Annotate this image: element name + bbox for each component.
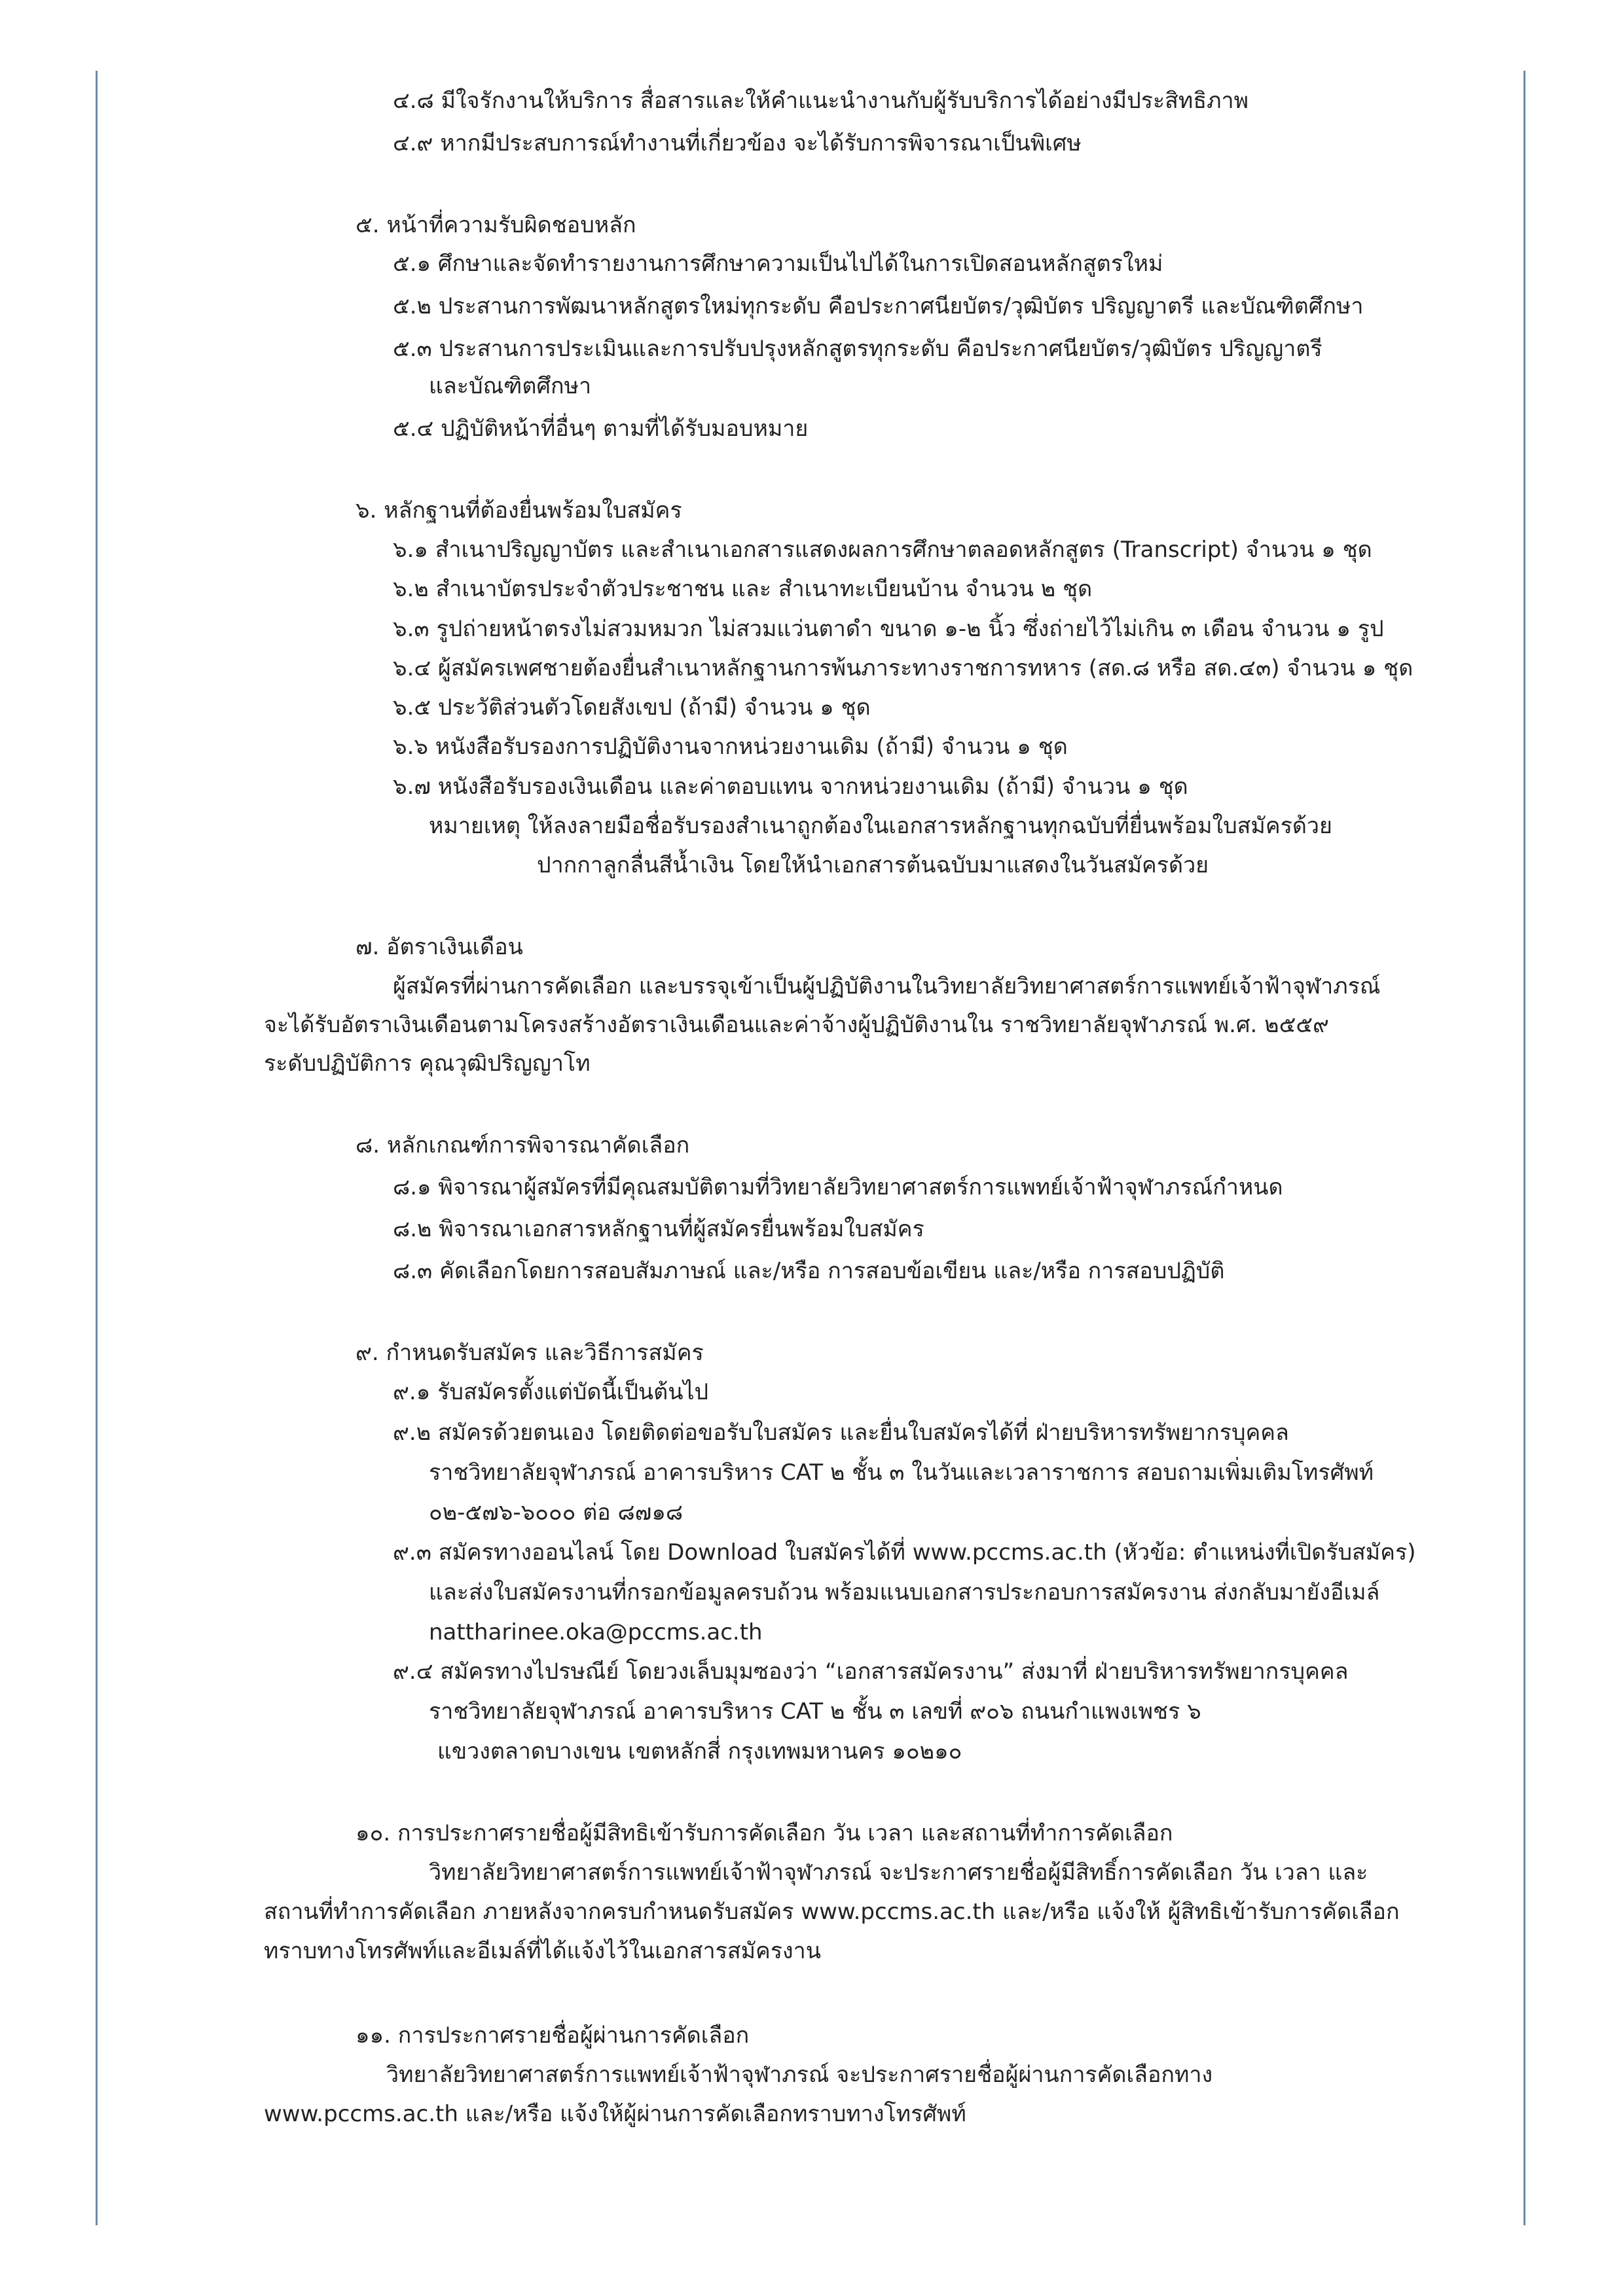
item-9-2-phone: ๐๒-๕๗๖-๖๐๐๐ ต่อ ๘๗๑๘ xyxy=(429,1499,684,1526)
item-4-9: ๔.๙ หากมีประสบการณ์ทำงานที่เกี่ยวข้อง จะได้รับการพิจารณาเป็นพิเศษ xyxy=(393,130,1082,156)
item-5-3-continued: และบัณฑิตศึกษา xyxy=(429,373,592,399)
item-9-3-email: nattharinee.oka@pccms.ac.th xyxy=(429,1619,763,1645)
item-9-1: ๙.๑ รับสมัครตั้งแต่บัดนี้เป็นต้นไป xyxy=(393,1379,709,1405)
item-9-4-address: แขวงตลาดบางเขน เขตหลักสี่ กรุงเทพมหานคร ๑๐๒๑๐ xyxy=(437,1738,962,1765)
item-9-4-continued: ราชวิทยาลัยจุฬาภรณ์ อาคารบริหาร CAT ๒ ชั้น ๓ เลขที่ ๙๐๖ ถนนกำแพงเพชร ๖ xyxy=(429,1698,1201,1725)
item-5-3: ๕.๓ ประสานการประเมินและการปรับปรุงหลักสูตรทุกระดับ คือประกาศนียบัตร/วุฒิบัตร ปริญญาตรี xyxy=(393,336,1322,362)
item-6-5: ๖.๕ ประวัติส่วนตัวโดยสังเขป (ถ้ามี) จำนวน ๑ ชุด xyxy=(393,694,871,721)
item-8-1: ๘.๑ พิจารณาผู้สมัครที่มีคุณสมบัติตามที่วิทยาลัยวิทยาศาสตร์การแพทย์เจ้าฟ้าจุฬาภรณ์กำหนด xyxy=(393,1174,1283,1200)
item-9-3: ๙.๓ สมัครทางออนไลน์ โดย Download ใบสมัครได้ที่ www.pccms.ac.th (หัวข้อ: ตำแหน่งที่เปิดรับสมัคร) xyxy=(393,1539,1416,1566)
item-5-1: ๕.๑ ศึกษาและจัดทำรายงานการศึกษาความเป็นไปได้ในการเปิดสอนหลักสูตรใหม่ xyxy=(393,251,1163,277)
section-7-para-line-2: จะได้รับอัตราเงินเดือนตามโครงสร้างอัตราเงินเดือนและค่าจ้างผู้ปฏิบัติงานใน ราชวิทยาลัยจุฬาภรณ์ พ.ศ. ๒๕๕๙ xyxy=(264,1012,1329,1038)
item-8-3: ๘.๓ คัดเลือกโดยการสอบสัมภาษณ์ และ/หรือ การสอบข้อเขียน และ/หรือ การสอบปฏิบัติ xyxy=(393,1258,1225,1284)
section-8-heading: ๘. หลักเกณฑ์การพิจารณาคัดเลือก xyxy=(356,1132,690,1158)
note-line-1: หมายเหตุ ให้ลงลายมือชื่อรับรองสำเนาถูกต้องในเอกสารหลักฐานทุกฉบับที่ยื่นพร้อมใบสมัครด้วย xyxy=(429,813,1332,839)
section-11-heading: ๑๑. การประกาศรายชื่อผู้ผ่านการคัดเลือก xyxy=(356,2022,750,2049)
section-10-para-line-3: ทราบทางโทรศัพท์และอีเมล์ที่ได้แจ้งไว้ในเอกสารสมัครงาน xyxy=(264,1938,821,1964)
item-9-4: ๙.๔ สมัครทางไปรษณีย์ โดยวงเล็บมุมซองว่า “เอกสารสมัครงาน” ส่งมาที่ ฝ่ายบริหารทรัพยากรบุคคล xyxy=(393,1659,1349,1685)
item-6-1: ๖.๑ สำเนาปริญญาบัตร และสำเนาเอกสารแสดงผลการศึกษาตลอดหลักสูตร (Transcript) จำนวน ๑ ชุด xyxy=(393,537,1372,563)
item-5-2: ๕.๒ ประสานการพัฒนาหลักสูตรใหม่ทุกระดับ คือประกาศนียบัตร/วุฒิบัตร ปริญญาตรี และบัณฑิตศึกษา xyxy=(393,293,1364,319)
section-10-para-line-1: วิทยาลัยวิทยาศาสตร์การแพทย์เจ้าฟ้าจุฬาภรณ์ จะประกาศรายชื่อผู้มีสิทธิ์การคัดเลือก วัน เวลา และ xyxy=(429,1859,1368,1886)
item-9-3-continued: และส่งใบสมัครงานที่กรอกข้อมูลครบถ้วน พร้อมแนบเอกสารประกอบการสมัครงาน ส่งกลับมายังอีเมล์ xyxy=(429,1579,1380,1605)
section-11-para-line-2: www.pccms.ac.th และ/หรือ แจ้งให้ผู้ผ่านการคัดเลือกทราบทางโทรศัพท์ xyxy=(264,2101,966,2127)
section-7-para-line-3: ระดับปฏิบัติการ คุณวุฒิปริญญาโท xyxy=(264,1050,591,1077)
section-9-heading: ๙. กำหนดรับสมัคร และวิธีการสมัคร xyxy=(356,1340,704,1366)
section-10-para-line-2: สถานที่ทำการคัดเลือก ภายหลังจากครบกำหนดรับสมัคร www.pccms.ac.th และ/หรือ แจ้งให้ ผู้สิทธิเข้ารับการคัดเลือก xyxy=(264,1899,1400,1925)
item-9-2: ๙.๒ สมัครด้วยตนเอง โดยติดต่อขอรับใบสมัคร และยื่นใบสมัครได้ที่ ฝ่ายบริหารทรัพยากรบุคคล xyxy=(393,1420,1289,1446)
section-7-heading: ๗. อัตราเงินเดือน xyxy=(356,934,523,960)
section-7-para-line-1: ผู้สมัครที่ผ่านการคัดเลือก และบรรจุเข้าเป็นผู้ปฏิบัติงานในวิทยาลัยวิทยาศาสตร์การแพทย์เจ้าฟ้าจุฬาภรณ์ xyxy=(393,973,1381,999)
item-6-7: ๖.๗ หนังสือรับรองเงินเดือน และค่าตอบแทน จากหน่วยงานเดิม (ถ้ามี) จำนวน ๑ ชุด xyxy=(393,774,1188,800)
section-6-heading: ๖. หลักฐานที่ต้องยื่นพร้อมใบสมัคร xyxy=(356,497,682,524)
section-5-heading: ๕. หน้าที่ความรับผิดชอบหลัก xyxy=(356,212,636,238)
item-6-4: ๖.๔ ผู้สมัครเพศชายต้องยื่นสำเนาหลักฐานการพ้นภาระทางราชการทหาร (สด.๘ หรือ สด.๔๓) จำนวน ๑ ชุด xyxy=(393,655,1413,681)
item-5-4: ๕.๔ ปฏิบัติหน้าที่อื่นๆ ตามที่ได้รับมอบหมาย xyxy=(393,416,809,442)
item-9-2-continued: ราชวิทยาลัยจุฬาภรณ์ อาคารบริหาร CAT ๒ ชั้น ๓ ในวันและเวลาราชการ สอบถามเพิ่มเติมโทรศัพท์ xyxy=(429,1460,1374,1486)
item-4-8: ๔.๘ มีใจรักงานให้บริการ สื่อสารและให้คำแนะนำงานกับผู้รับบริการได้อย่างมีประสิทธิภาพ xyxy=(393,88,1249,114)
section-11-para-line-1: วิทยาลัยวิทยาศาสตร์การแพทย์เจ้าฟ้าจุฬาภรณ์ จะประกาศรายชื่อผู้ผ่านการคัดเลือกทาง xyxy=(386,2062,1213,2088)
item-6-2: ๖.๒ สำเนาบัตรประจำตัวประชาชน และ สำเนาทะเบียนบ้าน จำนวน ๒ ชุด xyxy=(393,576,1093,602)
item-6-6: ๖.๖ หนังสือรับรองการปฏิบัติงานจากหน่วยงานเดิม (ถ้ามี) จำนวน ๑ ชุด xyxy=(393,734,1068,760)
item-8-2: ๘.๒ พิจารณาเอกสารหลักฐานที่ผู้สมัครยื่นพร้อมใบสมัคร xyxy=(393,1216,924,1242)
item-6-3: ๖.๓ รูปถ่ายหน้าตรงไม่สวมหมวก ไม่สวมแว่นตาดำ ขนาด ๑-๒ นิ้ว ซึ่งถ่ายไว้ไม่เกิน ๓ เดือน จำนวน ๑ รูป xyxy=(393,616,1384,642)
section-10-heading: ๑๐. การประกาศรายชื่อผู้มีสิทธิเข้ารับการคัดเลือก วัน เวลา และสถานที่ทำการคัดเลือก xyxy=(356,1820,1173,1846)
note-line-2: ปากกาลูกลื่นสีน้ำเงิน โดยให้นำเอกสารต้นฉบับมาแสดงในวันสมัครด้วย xyxy=(537,852,1209,878)
